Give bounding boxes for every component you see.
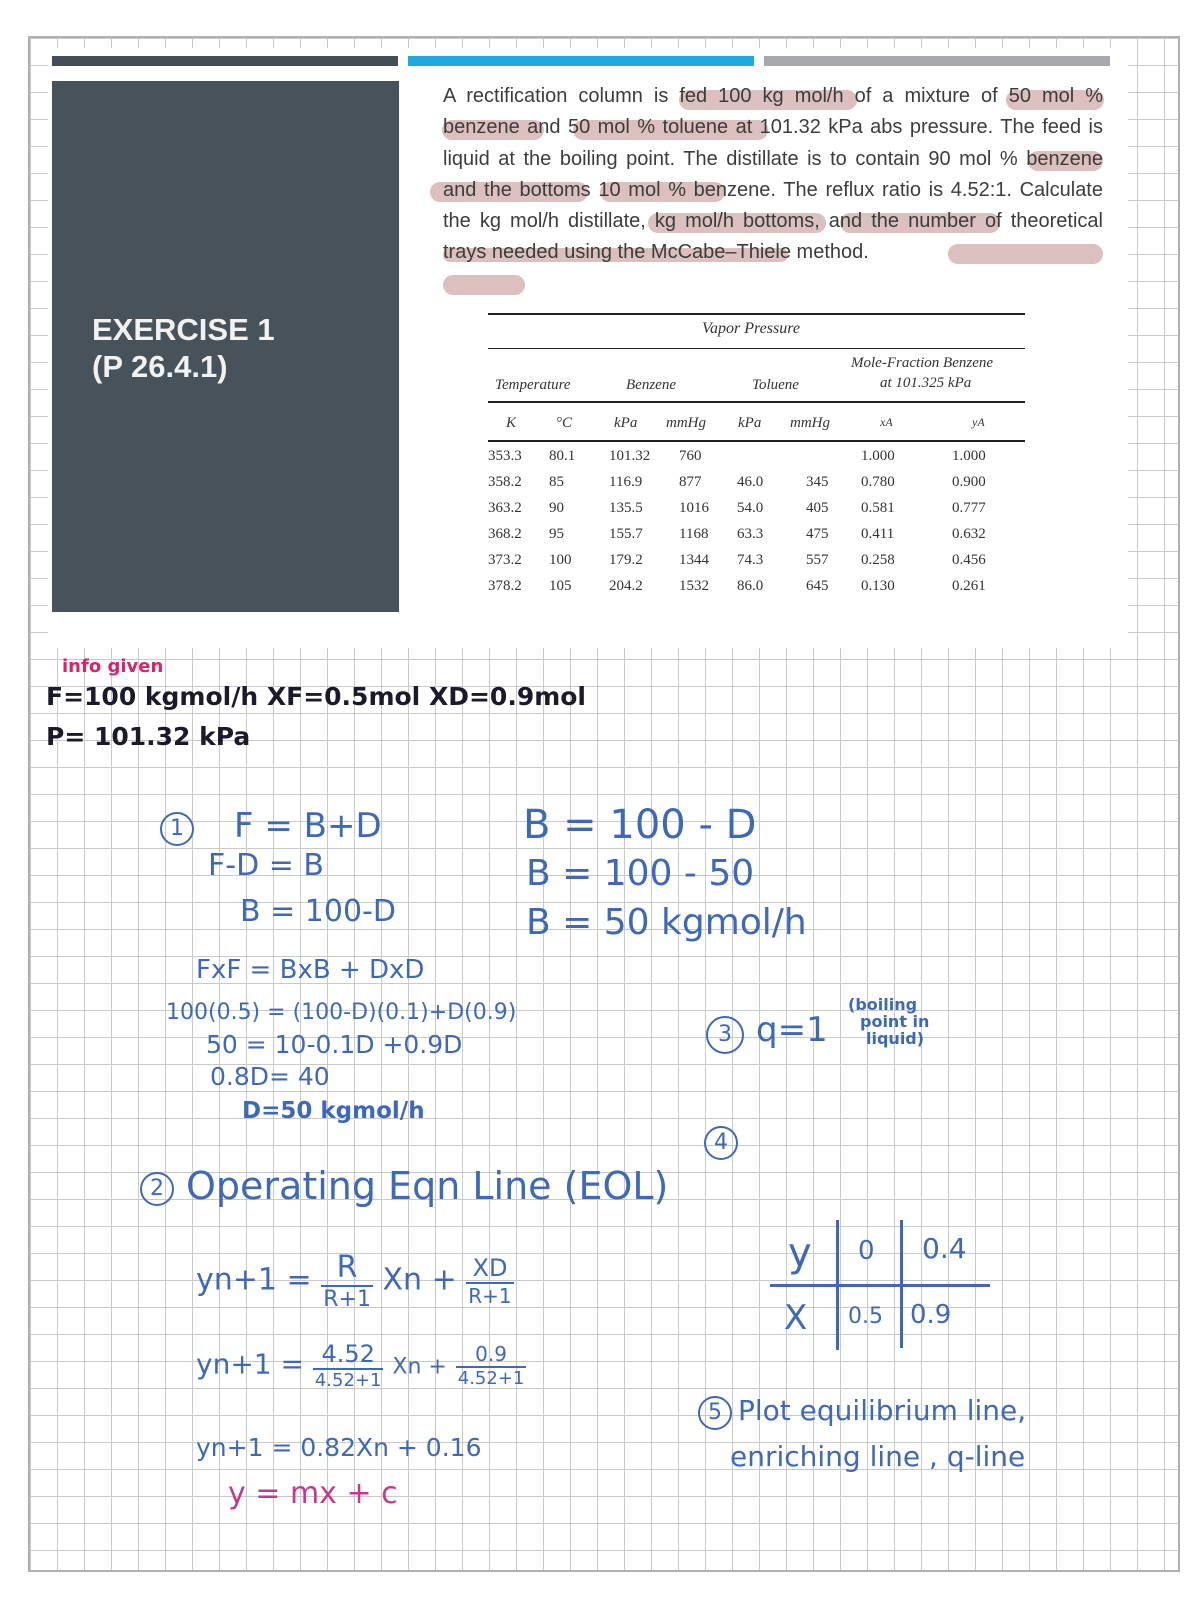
- table-unit: mmHg: [666, 415, 706, 431]
- point-value: 0.9: [910, 1300, 952, 1330]
- table-rule: [488, 348, 1025, 349]
- eq-lhs: yn+1 =: [196, 1262, 312, 1298]
- table-cell: 204.2: [609, 578, 643, 594]
- table-cell: 0.777: [952, 500, 986, 516]
- table-cell: 46.0: [737, 474, 764, 490]
- table-cell: 63.3: [737, 526, 764, 542]
- table-cell: 0.261: [952, 578, 986, 594]
- step-number-circle: 3: [706, 1016, 744, 1054]
- table-cell: 101.32: [609, 448, 651, 464]
- mass-balance-eq: F-D = B: [208, 848, 324, 883]
- step-number-circle: 2: [140, 1172, 174, 1206]
- table-cell: 135.5: [609, 500, 643, 516]
- table-unit: yA: [972, 415, 985, 429]
- step-5-text: Plot equilibrium line,: [738, 1394, 1027, 1427]
- step-number-circle: 1: [160, 812, 194, 846]
- table-group-title: Vapor Pressure: [702, 320, 800, 337]
- exercise-title: [92, 311, 275, 385]
- eq-lhs: yn+1 =: [196, 1347, 304, 1381]
- fraction-numerator: R: [321, 1250, 373, 1287]
- q-value: q=1: [756, 1010, 828, 1050]
- table-cell: 86.0: [737, 578, 764, 594]
- table-unit: °C: [556, 415, 573, 431]
- table-cell: 0.900: [952, 474, 986, 490]
- table-cell: 0.780: [861, 474, 895, 490]
- table-cell: 0.258: [861, 552, 895, 568]
- info-given-line-1: F=100 kgmol/h XF=0.5mol XD=0.9mol: [46, 682, 587, 711]
- table-unit: mmHg: [790, 415, 830, 431]
- table-rule: [488, 401, 1025, 403]
- table-cell: 179.2: [609, 552, 643, 568]
- table-cell: 0.456: [952, 552, 986, 568]
- slide-accent-bar-blue: [408, 56, 754, 66]
- table-cell: 475: [806, 526, 829, 542]
- line-form-eq: y = mx + c: [228, 1476, 398, 1511]
- table-rule: [770, 1284, 990, 1287]
- distillate-fraction: [466, 1254, 513, 1308]
- table-cell: 85: [549, 474, 564, 490]
- table-cell: 368.2: [488, 526, 522, 542]
- table-cell: 100: [549, 552, 572, 568]
- point-value: 0: [858, 1236, 875, 1266]
- table-cell: 80.1: [549, 448, 576, 464]
- info-given-line-2: P= 101.32 kPa: [46, 722, 251, 751]
- table-rule: [488, 313, 1025, 315]
- q-note-line: (boiling: [848, 995, 918, 1014]
- table-cell: 0.632: [952, 526, 986, 542]
- lecture-slide: [48, 48, 1128, 648]
- reflux-fraction: [313, 1340, 384, 1391]
- table-cell: 373.2: [488, 552, 522, 568]
- operating-line-heading: Operating Eqn Line (EOL): [186, 1164, 669, 1208]
- table-cell: 760: [679, 448, 702, 464]
- table-mole-fraction-title: Mole-Fraction Benzene: [851, 355, 994, 371]
- step-number-circle: 5: [698, 1396, 732, 1430]
- bottoms-eq: B = 100 - D: [523, 802, 757, 848]
- table-group-toluene: Toluene: [752, 377, 799, 393]
- table-cell: 1.000: [861, 448, 895, 464]
- table-unit: kPa: [738, 415, 762, 431]
- table-cell: 155.7: [609, 526, 643, 542]
- q-note-line: liquid): [866, 1029, 925, 1048]
- problem-statement: A rectification column is fed 100 kg mol/h of a mixture of 50 mol % benzene and 50 mol % toluene at 101.32 kPa abs pressure. The feed is liquid at the boiling point. The distillate is to contain 90 mol % benzene and the bottoms 10 mol % benzene. The reflux ratio is 4.52:1. Calculate the kg mol/h distillate, kg mol/h bottoms, and the number of theoretical trays needed using the McCabe–Thiele method.: [443, 85, 1103, 264]
- table-cell: 363.2: [488, 500, 522, 516]
- component-balance-eq: 0.8D= 40: [210, 1062, 330, 1091]
- table-cell: 116.9: [609, 474, 643, 490]
- step-2-marker: [140, 1168, 174, 1206]
- exercise-title-line: EXERCISE 1: [92, 312, 275, 347]
- reflux-fraction: [321, 1250, 373, 1312]
- table-rule: [836, 1220, 839, 1350]
- table-cell: 1532: [679, 578, 709, 594]
- mass-balance-eq: F = B+D: [234, 806, 382, 846]
- fraction-numerator: 0.9: [456, 1342, 527, 1368]
- table-cell: 1168: [679, 526, 709, 542]
- step-3-marker: [706, 1010, 744, 1054]
- title-panel: [52, 81, 399, 612]
- table-cell: 877: [679, 474, 702, 490]
- q-note-line: point in: [860, 1012, 930, 1031]
- table-cell: 105: [549, 578, 572, 594]
- operating-line-substituted: [196, 1340, 526, 1391]
- fraction-numerator: XD: [466, 1254, 513, 1284]
- table-rule: [900, 1220, 903, 1348]
- fraction-denominator: R+1: [468, 1284, 512, 1308]
- component-balance-eq: 100(0.5) = (100-D)(0.1)+D(0.9): [166, 1000, 517, 1025]
- exercise-code: (P 26.4.1): [92, 349, 228, 384]
- point-value: 0.5: [848, 1304, 883, 1329]
- table-unit: K: [506, 415, 517, 431]
- operating-line-general: [196, 1250, 514, 1312]
- q-line-points-table: [770, 1220, 990, 1360]
- table-cell: 0.130: [861, 578, 895, 594]
- table-cell: 1016: [679, 500, 709, 516]
- distillate-fraction: [456, 1342, 527, 1389]
- table-cell: 378.2: [488, 578, 522, 594]
- table-cell: 0.411: [861, 526, 895, 542]
- table-cell: 0.581: [861, 500, 895, 516]
- point-label-x: X: [784, 1298, 808, 1338]
- table-cell: 1344: [679, 552, 709, 568]
- step-1-marker: [160, 808, 194, 846]
- component-balance-eq: 50 = 10-0.1D +0.9D: [206, 1030, 463, 1059]
- operating-line-result: yn+1 = 0.82Xn + 0.16: [196, 1433, 482, 1462]
- table-group-benzene: Benzene: [626, 377, 676, 393]
- table-cell: 345: [806, 474, 829, 490]
- table-cell: 557: [806, 552, 829, 568]
- info-given-label: info given: [62, 656, 164, 677]
- table-cell: 1.000: [952, 448, 986, 464]
- bottoms-eq: B = 100 - 50: [526, 853, 755, 894]
- fraction-denominator: 4.52+1: [314, 1370, 382, 1391]
- vapor-pressure-table: [488, 313, 1025, 633]
- bottoms-result: B = 50 kgmol/h: [526, 902, 807, 943]
- table-mole-fraction-sub: at 101.325 kPa: [880, 375, 972, 391]
- fraction-denominator: R+1: [323, 1287, 371, 1312]
- slide-accent-bar-gray: [764, 56, 1110, 66]
- table-cell: 405: [806, 500, 829, 516]
- table-unit: kPa: [614, 415, 638, 431]
- step-4-marker: [704, 1122, 738, 1160]
- table-cell: 54.0: [737, 500, 764, 516]
- q-note: [848, 996, 929, 1047]
- table-rule: [488, 440, 1025, 442]
- fraction-denominator: 4.52+1: [457, 1368, 525, 1389]
- table-cell: 358.2: [488, 474, 522, 490]
- table-cell: 74.3: [737, 552, 764, 568]
- fraction-numerator: 4.52: [313, 1340, 384, 1370]
- distillate-result: D=50 kgmol/h: [242, 1098, 425, 1124]
- table-unit: xA: [880, 415, 893, 429]
- step-number-circle: 4: [704, 1126, 738, 1160]
- table-cell: 95: [549, 526, 564, 542]
- eq-middle: Xn +: [382, 1262, 457, 1298]
- eq-middle: Xn +: [392, 1354, 447, 1380]
- point-value: 0.4: [922, 1232, 967, 1265]
- slide-accent-bar-dark: [52, 56, 398, 66]
- highlight-mark: [443, 275, 525, 295]
- mass-balance-eq: B = 100-D: [240, 894, 396, 929]
- table-cell: 90: [549, 500, 564, 516]
- table-cell: 645: [806, 578, 829, 594]
- table-group-temperature: Temperature: [495, 377, 571, 393]
- point-label-y: y: [788, 1230, 812, 1276]
- step-5-text: enriching line , q-line: [730, 1440, 1026, 1473]
- step-5-marker: [698, 1392, 732, 1430]
- table-cell: 353.3: [488, 448, 522, 464]
- component-balance-eq: FxF = BxB + DxD: [196, 955, 425, 985]
